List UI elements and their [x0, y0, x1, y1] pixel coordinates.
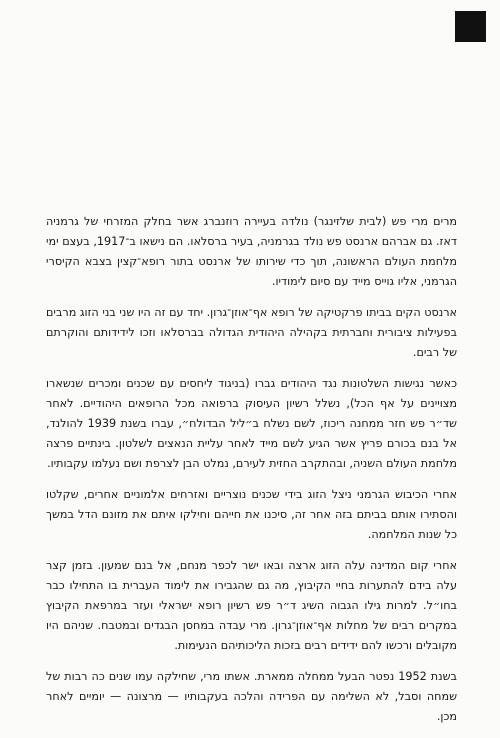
paragraph-5: אחרי קום המדינה עלה הזוג ארצה ובאו ישר לכפר מנחם, אל בנם שמעון. בזמן קצר עלה בידם להתערות בחיי הקיבוץ, מה גם שהגבירו את לימוד העברית בו התחילו כבר בחו״ל. למרות גילו הגבוה השיג ד״ר פש רשיון רופא ישראלי ועזר במרפאת הקיבוץ במקרים רבים של מחלות אף־אוזן־גרון. מרי עבדה במחסן הבגדים ובמטבח. שניהם היו מקובלים ורכשו להם ידידים רבים בזכות הליכותיהם הנעימות.	[46, 559, 457, 652]
paragraph-4: אחרי הכיבוש הגרמני ניצל הזוג בידי שכנים נוצריים ואזרחים אלמוניים אחרים, שקלטו והסתירו אותם בביתם בזה אחר זה, סיכנו את חייהם וחילקו איתם את מזונם הדל במשך כל שנות המלחמה.	[46, 488, 457, 541]
paragraph-2: ארנסט הקים בביתו פרקטיקה של רופא אף־אוזן־גרון. יחד עם זה היו שני בני הזוג מרבים בפעילות ציבורית וחברתית בקהילה היהודית הגדולה בברסלאו וזכו לידידותם והוקרתם של רבים.	[46, 306, 457, 359]
paragraph-6: בשנת 1952 נפטר הבעל ממחלה ממארת. אשתו מרי, שחילקה עמו שנים כה רבות של שמחה וסבל, לא השלימה עם הפרידה והלכה בעקבותיו — מרצונה — יומיים לאחר מכן.	[46, 670, 457, 723]
paragraph-1: מרים מרי פש (לבית שלזינגר) נולדה בעיירה רוזנברג אשר בחלק המזרחי של גרמניה דאז. גם אברהם ארנסט פש נולד בגרמניה, בעיר ברסלאו. הם נישאו ב־1917, בעצם ימי מלחמת העולם הראשונה, תוך כדי שירותו של ארנסט בתור רופא־קצין בצבא הקיסרי הגרמני, אליו גוייס מייד עם סיום לימודיו.	[46, 215, 457, 288]
page-corner-marker	[455, 11, 486, 42]
paragraph-3: כאשר נגישות השלטונות נגד היהודים גברו (בניגוד ליחסים עם שכנים ומכרים שנשארו מצויינים על אף הכל), נשלל רשיון העיסוק ברפואה מכל הרופאים היהודיים. לאחר שד״ר פש חזר ממחנה ריכוז, לשם נשלח ב״ליל הבדולח״, עברו בשנת 1939 להולנד, אל בנם בכורם פריץ אשר הגיע לשם מייד לאחר עליית הנאצים לשלטון. בינתיים פרצה מלחמת העולם השניה, ובהתקרב החזית לעירם, נמלט הבן לצרפת ושם נעלמו עקבותיו.	[46, 377, 457, 470]
biography-text	[46, 212, 457, 738]
